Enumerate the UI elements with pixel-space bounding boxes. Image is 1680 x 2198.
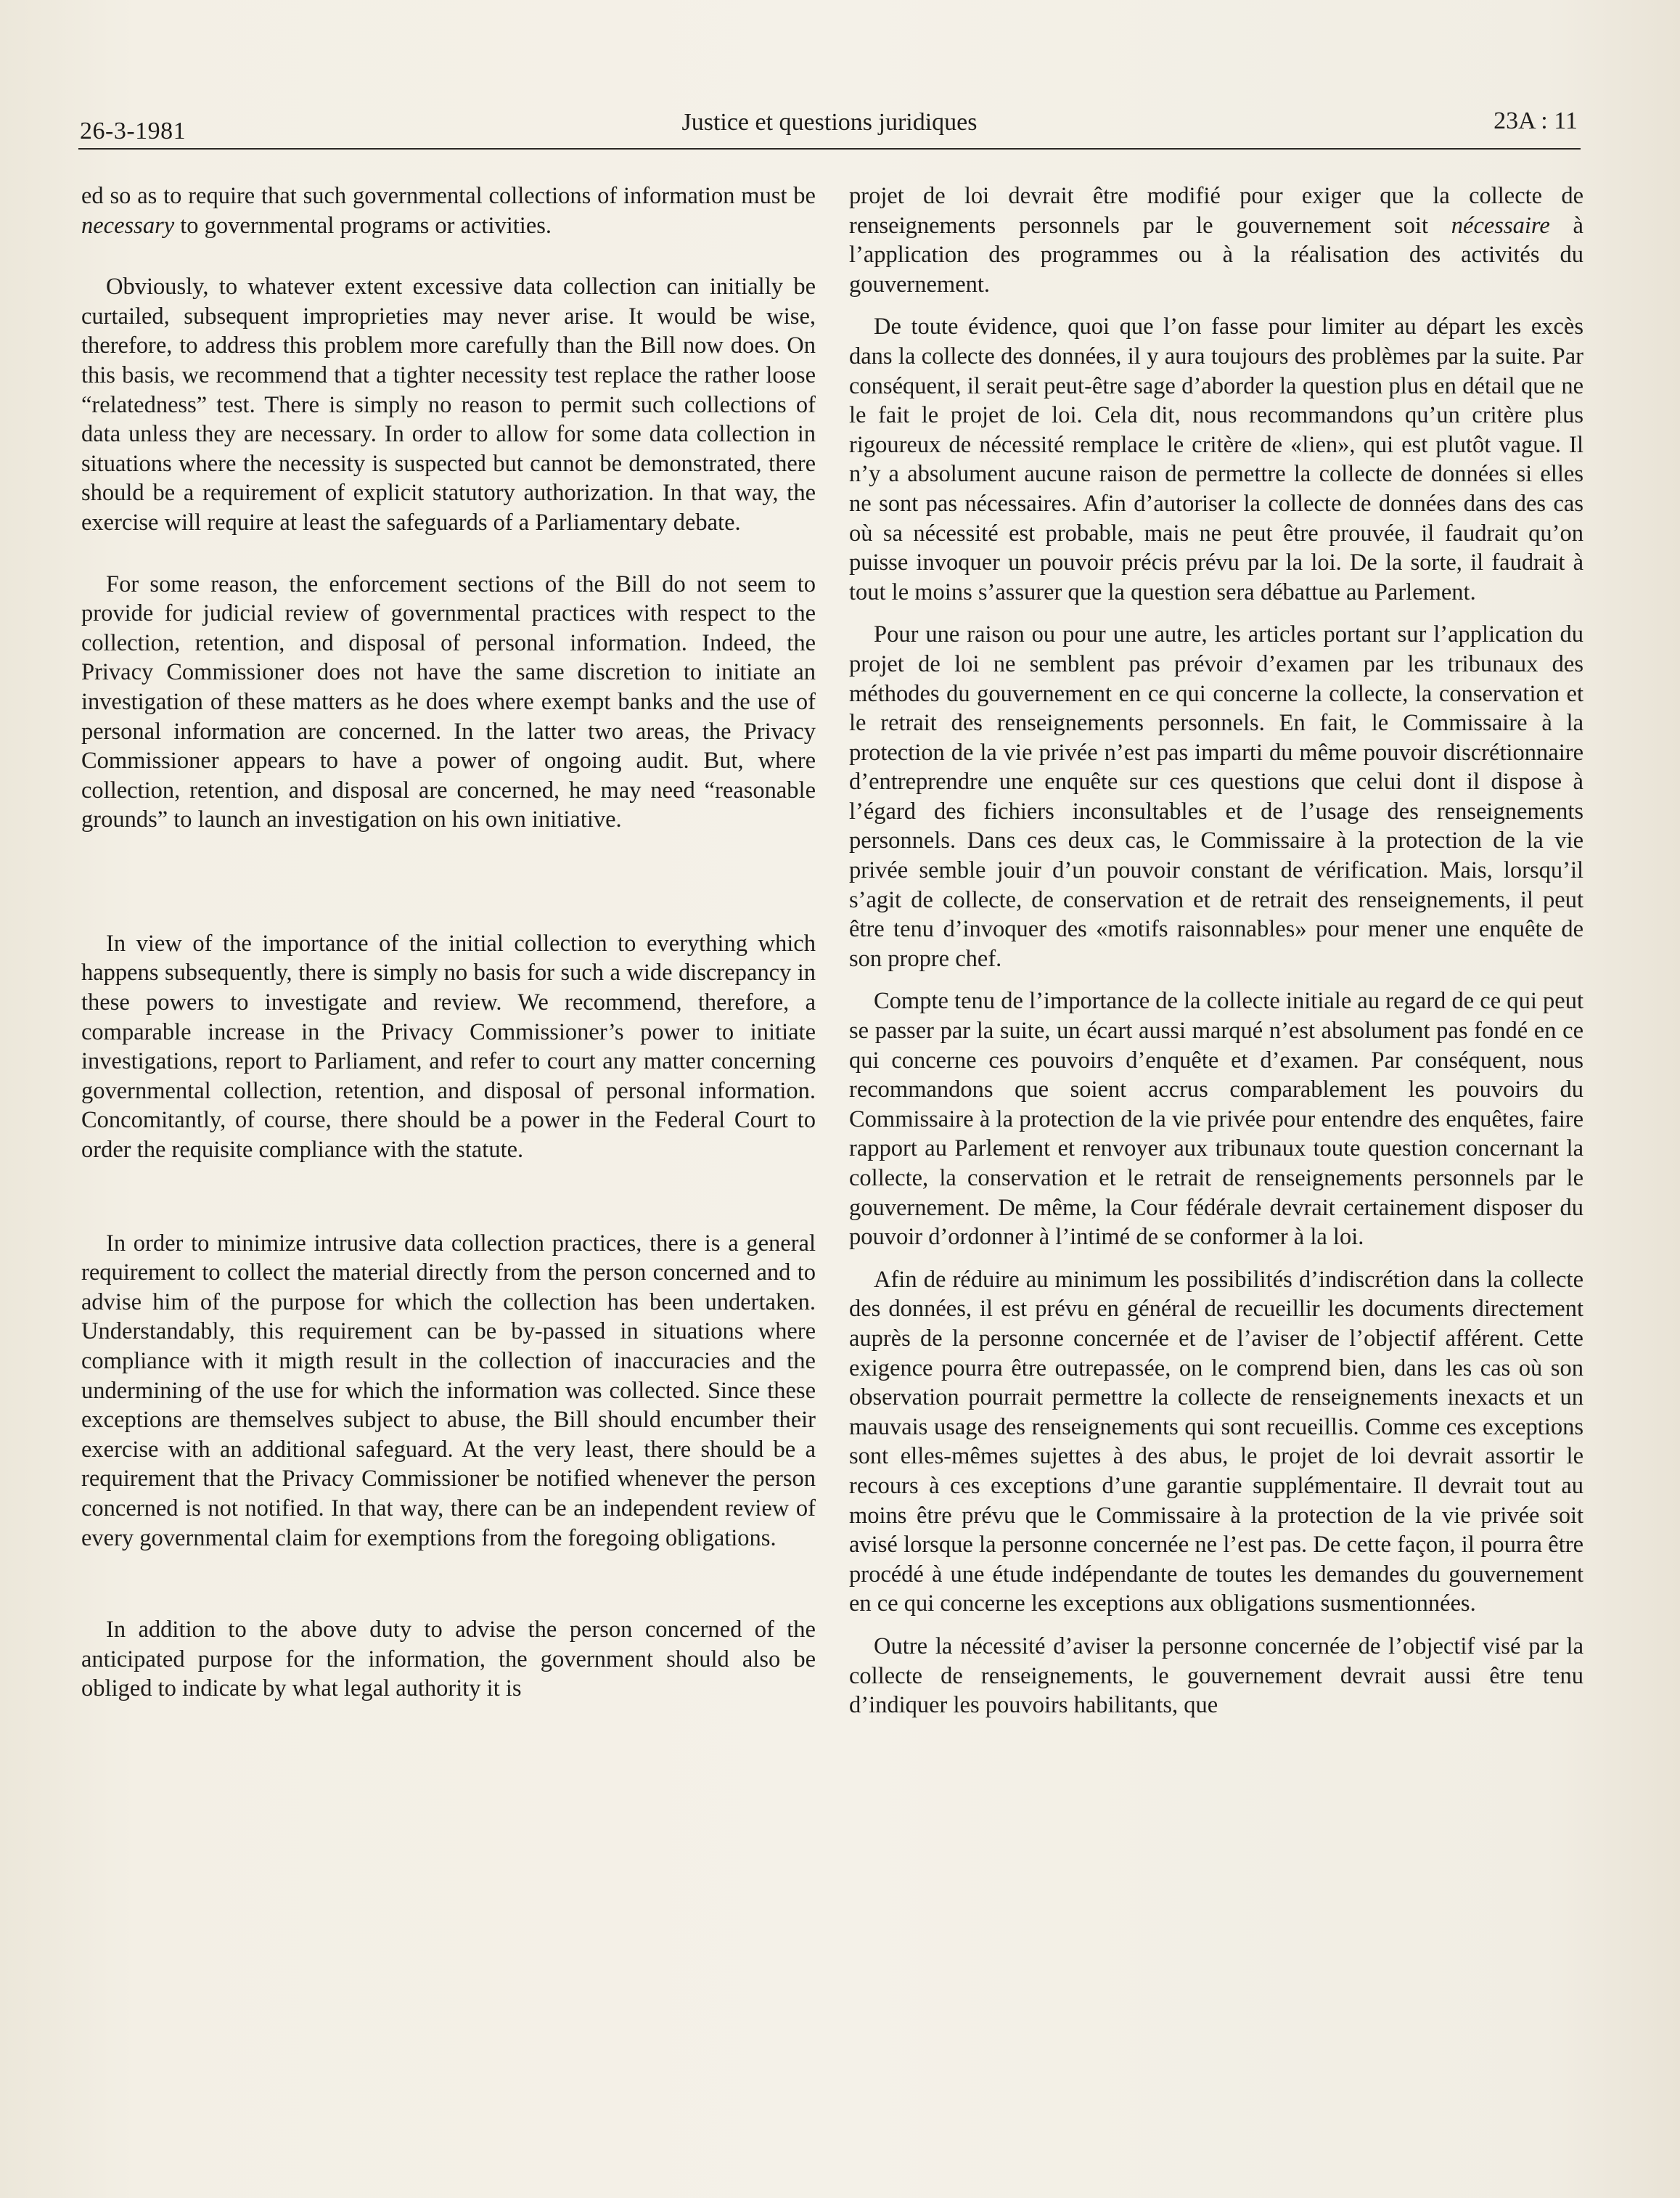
en-paragraph-3: For some reason, the enforcement sections of the Bill do not seem to provide for judicial review of governmental practices with respect to the collection, retention, and disposal of personal information. Indeed, the Privacy Commissioner does not have the same discretion to initiate an investigation of these matters as he does where exempt banks and the use of personal information are concerned. In the latter two areas, the Privacy Commissioner appears to have a power of ongoing audit. But, where collection, retention, and disposal are concerned, he may need “reasonable grounds” to launch an investigation on his own initiative. xyxy=(81,571,816,833)
en-paragraph-1: ed so as to require that such governmental collections of information must be necessary to governmental programs or activities. xyxy=(81,183,816,239)
en-paragraph-2: Obviously, to whatever extent excessive data collection can initially be curtailed, subsequent improprieties may never arise. It would be wise, therefore, to address this problem more carefully than the Bill now does. On this basis, we recommend that a tighter necessity test replace the rather loose “relatedness” test. There is simply no reason to permit such collections of data unless they are necessary. In order to allow for some data collection in situations where the necessity is suspected but cannot be demonstrated, there should be a requirement of explicit statutory authorization. In that way, the exercise will require at least the safeguards of a Parliamentary debate. xyxy=(81,274,816,536)
header-date: 26-3-1981 xyxy=(80,118,187,144)
en-paragraph-5: In order to minimize intrusive data collection practices, there is a general requirement to collect the material directly from the person concerned and to advise him of the purpose for which the collection has been undertaken. Understandably, this requirement can be by-passed in situations where compliance with it migth result in the collection of inaccuracies and the undermining of the use for which the information was collected. Since these exceptions are themselves subject to abuse, the Bill should encumber their exercise with an additional safeguard. At the very least, there should be a requirement that the Privacy Commissioner be notified whenever the person concerned is not notified. In that way, there can be an independent review of every governmental claim for exemptions from the foregoing obligations. xyxy=(81,1230,816,1551)
fr-paragraph-6: Outre la nécessité d’aviser la personne concernée de l’objectif visé par la collecte de renseignements, le gouvernement devrait aussi être tenu d’indiquer les pouvoirs habilitants, que xyxy=(849,1633,1583,1719)
fr-paragraph-3: Pour une raison ou pour une autre, les articles portant sur l’application du projet de loi ne semblent pas prévoir d’examen par les tribunaux des méthodes du gouvernement en ce qui concerne la collecte, la conservation et le retrait des renseignements personnels. En fait, le Commissaire à la protection de la vie privée n’est pas imparti du même pouvoir discrétionnaire d’entreprendre une enquête sur ces questions que celui dont il dispose à l’égard des fichiers inconsultables et de l’usage des renseignements personnels. Dans ces deux cas, le Commissaire à la protection de la vie privée semble jouir d’un pouvoir constant de vérification. Mais, lorsqu’il s’agit de collecte, de conservation et de retrait des renseignements, il peut être tenu d’invoquer des «motifs raisonnables» pour mener une enquête de son propre chef. xyxy=(849,621,1583,972)
french-column xyxy=(849,181,1583,1720)
en-paragraph-6: In addition to the above duty to advise the person concerned of the anticipated purpose for the information, the government should also be obliged to indicate by what legal authority it is xyxy=(81,1617,816,1702)
header-page-number: 23A : 11 xyxy=(1493,107,1578,134)
fr-paragraph-5: Afin de réduire au minimum les possibilités d’indiscrétion dans la collecte des données, il est prévu en général de recueillir les documents directement auprès de la personne concernée et de l’aviser de l’objectif afférent. Cette exigence pourra être outrepassée, on le comprend bien, dans les cas où son observation pourrait permettre la collecte de renseignements inexacts et un mauvais usage des renseignements qui sont recueillis. Comme ces exceptions sont elles-mêmes sujettes à des abus, le projet de loi devrait assortir le recours à ces exceptions d’une garantie supplémentaire. Il devrait tout au moins être prévu que le Commissaire à la protection de la vie privée soit avisé lorsque la personne concernée ne l’est pas. De cette façon, il pourra être procédé à une étude indépendante de toutes les demandes du gouvernement en ce qui concerne les exceptions aux obligations susmentionnées. xyxy=(849,1266,1583,1617)
header-title: Justice et questions juridiques xyxy=(681,109,978,136)
fr-emphasis-necessaire: nécessaire xyxy=(1451,212,1550,239)
fr-paragraph-1: projet de loi devrait être modifié pour exiger que la collecte de renseignements personnels par le gouvernement soit nécessaire à l’application des programmes ou à la réalisation des activités du gouvernement. xyxy=(849,183,1583,298)
en-paragraph-4: In view of the importance of the initial collection to everything which happens subsequently, there is simply no basis for such a wide discrepancy in these powers to investigate and review. We recommend, therefore, a comparable increase in the Privacy Commissioner’s power to initiate investigations, report to Parliament, and refer to court any matter concerning governmental collection, retention, and disposal of personal information. Concomitantly, of course, there should be a power in the Federal Court to order the requisite compliance with the statute. xyxy=(81,930,816,1164)
english-column xyxy=(81,181,816,1704)
page-header xyxy=(78,103,1581,150)
fr-paragraph-2: De toute évidence, quoi que l’on fasse pour limiter au départ les excès dans la collecte des données, il y aura toujours des problèmes par la suite. Par conséquent, il serait peut-être sage d’aborder la question plus en détail que ne le fait le projet de loi. Cela dit, nous recommandons qu’un critère plus rigoureux de nécessité remplace le critère de «lien», qui est plutôt vague. Il n’y a absolument aucune raison de permettre la collecte de données si elles ne sont pas nécessaires. Afin d’autoriser la collecte de données dans des cas où sa nécessité est probable, mais ne peut être prouvée, il faudrait qu’on puisse invoquer un pouvoir précis prévu par la loi. De la sorte, il faudrait à tout le moins s’assurer que la question sera débattue au Parlement. xyxy=(849,314,1583,605)
fr-paragraph-4: Compte tenu de l’importance de la collecte initiale au regard de ce qui peut se passer par la suite, un écart aussi marqué n’est absolument pas fondé en ce qui concerne ces pouvoirs d’enquête et d’examen. Par conséquent, nous recommandons que soient accrus comparablement les pouvoirs du Commissaire à la protection de la vie privée pour entendre des enquêtes, faire rapport au Parlement et renvoyer aux tribunaux toute question concernant la collecte, la conservation et le retrait de renseignements personnels par le gouvernement. De même, la Cour fédérale devrait certainement disposer du pouvoir d’ordonner à l’intimé de se conformer à la loi. xyxy=(849,988,1583,1251)
en-emphasis-necessary: necessary xyxy=(81,212,175,239)
